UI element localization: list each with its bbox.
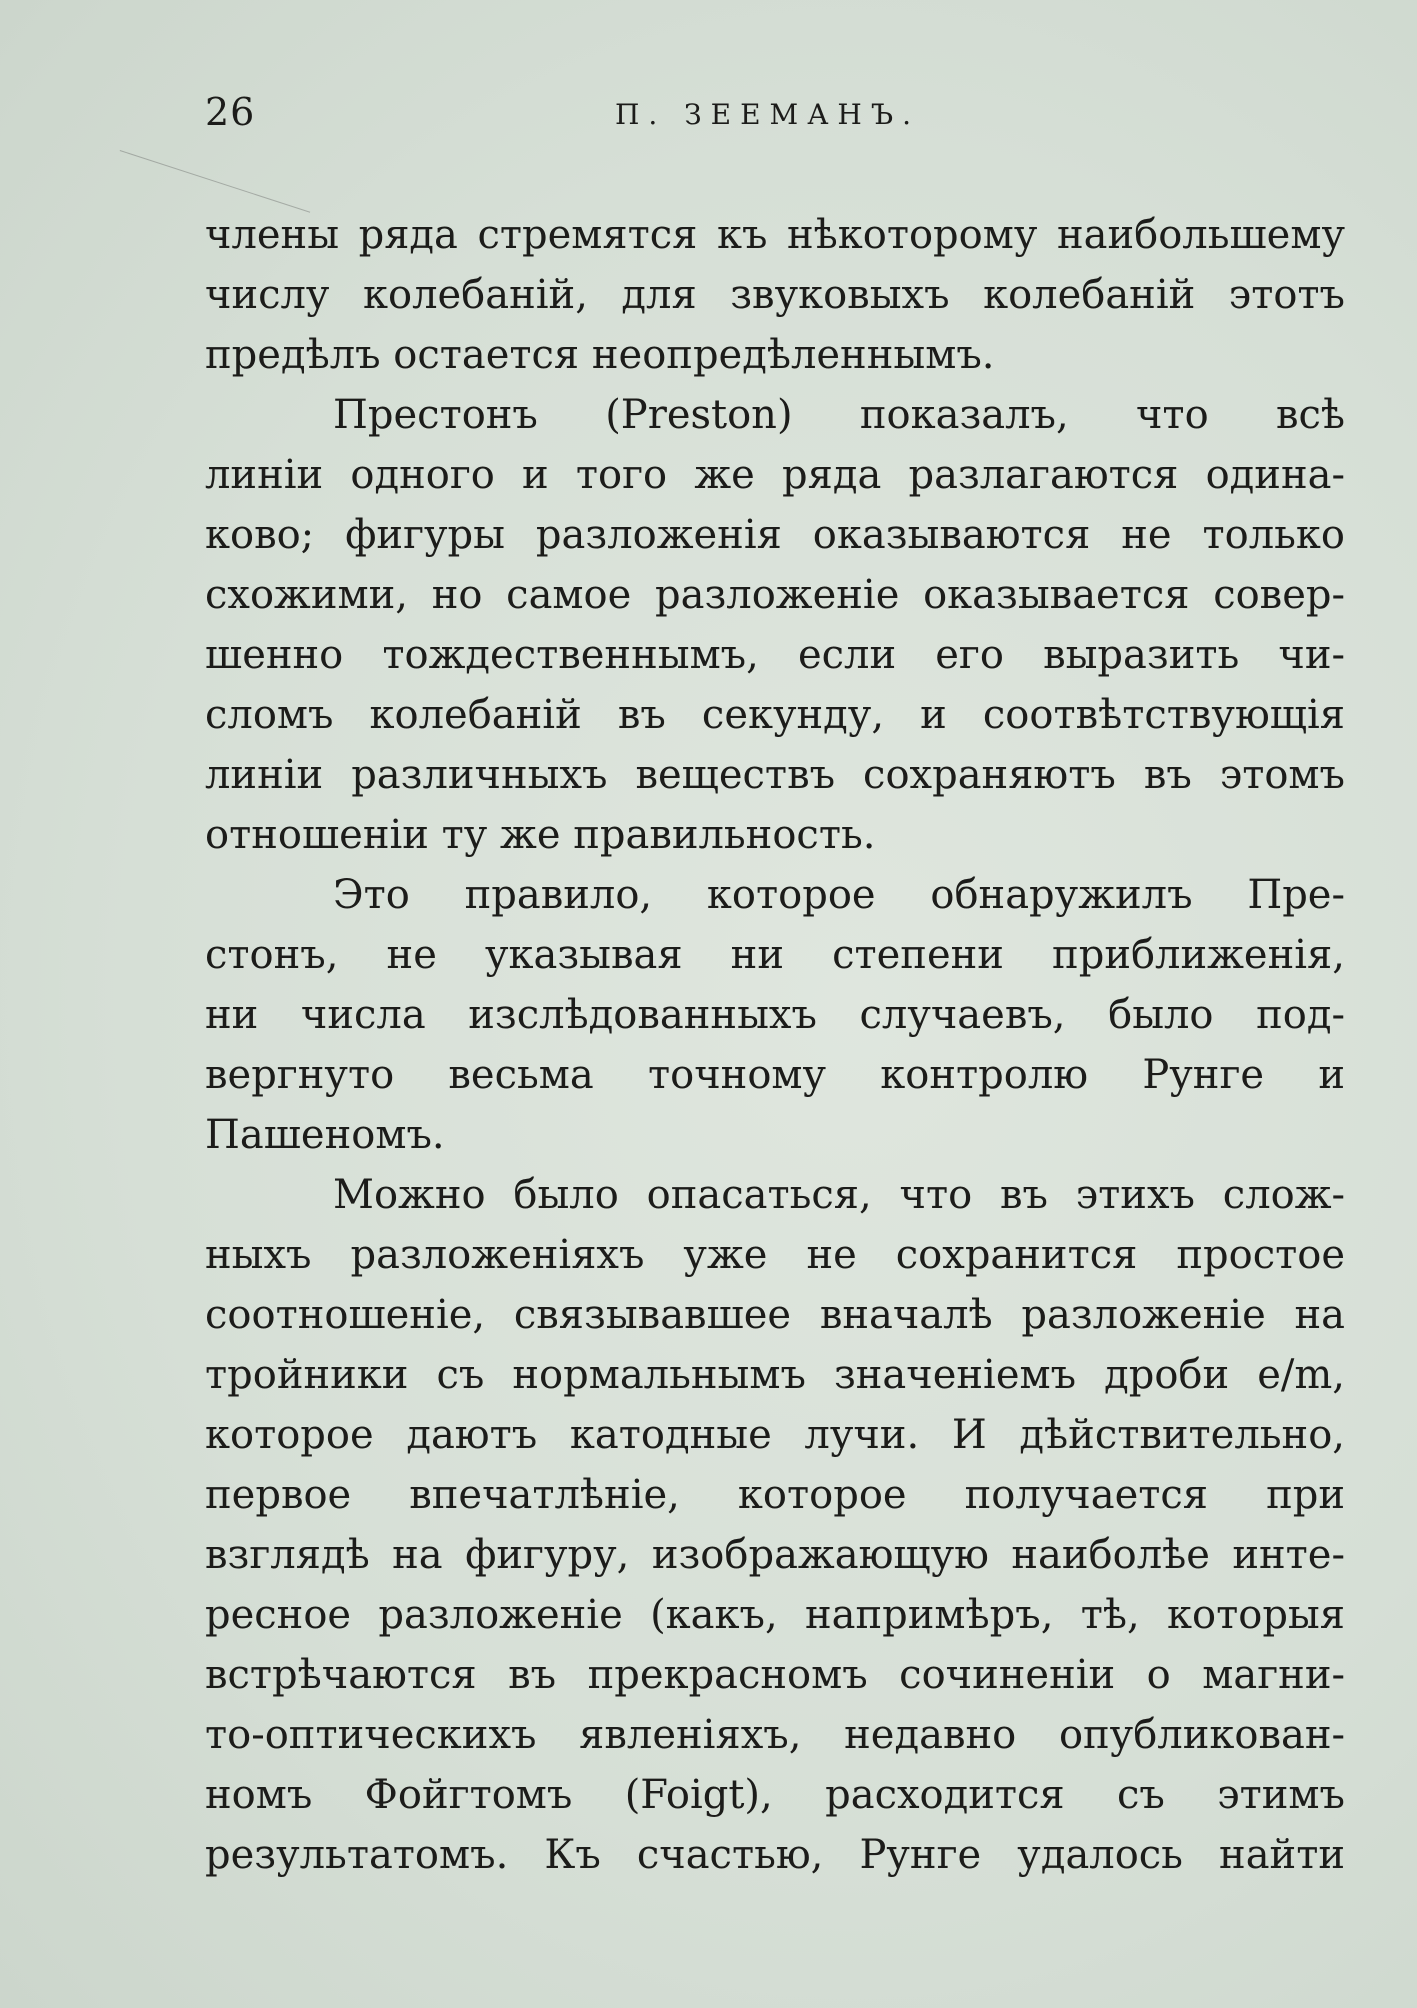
text-line: встрѣчаются въ прекрасномъ сочиненіи о магни- (205, 1652, 1345, 1698)
text-line: результатомъ. Къ счастью, Рунге удалось найти (205, 1832, 1345, 1878)
page-header (205, 90, 1345, 140)
text-line: взглядѣ на фигуру, изображающую наиболѣе инте- (205, 1532, 1345, 1578)
body-text (205, 205, 1345, 1885)
text-line: предѣлъ остается неопредѣленнымъ. (205, 332, 995, 378)
text-line: сломъ колебаній въ секунду, и соотвѣтствующія (205, 692, 1345, 738)
text-line: Престонъ (Preston) показалъ, что всѣ (333, 392, 1345, 438)
text-line: шенно тождественнымъ, если его выразить чи- (205, 632, 1345, 678)
text-line: соотношеніе, связывавшее вначалѣ разложеніе на (205, 1292, 1345, 1338)
text-line: линіи одного и того же ряда разлагаются одина- (205, 452, 1345, 498)
text-line: номъ Фойгтомъ (Foigt), расходится съ этимъ (205, 1772, 1345, 1818)
text-line: Это правило, которое обнаружилъ Пре- (333, 872, 1345, 918)
text-line: которое даютъ катодные лучи. И дѣйствительно, (205, 1412, 1345, 1458)
running-head: П. ЗЕЕМАНЪ. (615, 98, 920, 131)
text-line: числу колебаній, для звуковыхъ колебаній этотъ (205, 272, 1345, 318)
text-line: ныхъ разложеніяхъ уже не сохранится простое (205, 1232, 1345, 1278)
text-line: схожими, но самое разложеніе оказывается совер- (205, 572, 1345, 618)
text-line: ково; фигуры разложенія оказываются не только (205, 512, 1345, 558)
text-line: то-оптическихъ явленіяхъ, недавно опубликован- (205, 1712, 1345, 1758)
text-line: первое впечатлѣніе, которое получается при (205, 1472, 1345, 1518)
text-line: Пашеномъ. (205, 1112, 445, 1158)
text-line: Можно было опасаться, что въ этихъ слож- (333, 1172, 1345, 1218)
text-line: стонъ, не указывая ни степени приближенія, (205, 932, 1345, 978)
text-line: линіи различныхъ веществъ сохраняютъ въ этомъ (205, 752, 1345, 798)
text-line: тройники съ нормальнымъ значеніемъ дроби e/m, (205, 1352, 1345, 1398)
text-line: ресное разложеніе (какъ, напримѣръ, тѣ, которыя (205, 1592, 1345, 1638)
text-line: вергнуто весьма точному контролю Рунге и (205, 1052, 1345, 1098)
text-line: члены ряда стремятся къ нѣкоторому наибольшему (205, 212, 1345, 258)
text-line: ни числа изслѣдованныхъ случаевъ, было под- (205, 992, 1345, 1038)
page-number: 26 (205, 90, 256, 134)
text-line: отношеніи ту же правильность. (205, 812, 876, 858)
